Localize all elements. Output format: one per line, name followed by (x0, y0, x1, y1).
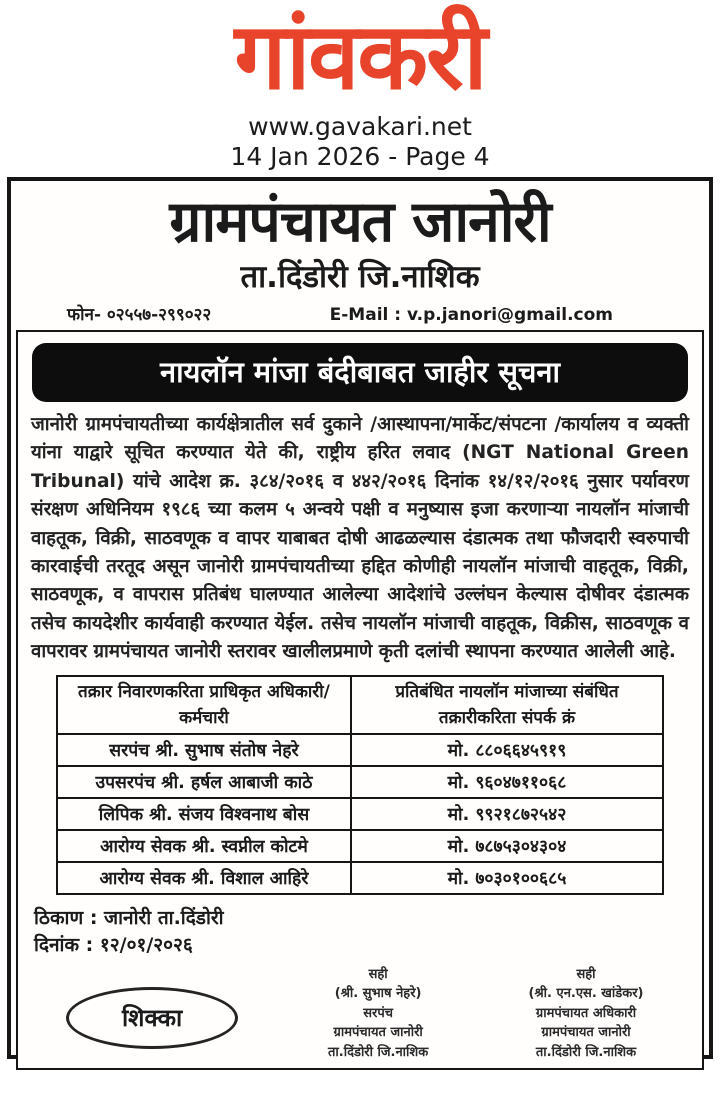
officer-cell: आरोग्य सेवक श्री. स्वप्नील कोटमे (57, 830, 351, 862)
phone-cell: मो. ८८०६६४५९१९ (351, 734, 663, 766)
panchayat-title: ग्रामपंचायत जानोरी (169, 188, 551, 255)
officer-cell: आरोग्य सेवक श्री. विशाल आहिरे (57, 862, 351, 894)
table-row (57, 798, 663, 830)
header-phone: प्रतिबंधित नायलॉन मांजाच्या संबंधित तक्रारीकरिता संपर्क क्रं (351, 676, 663, 735)
phone-cell: मो. ७०३०१००६८५ (351, 862, 663, 894)
header-officer: तक्रार निवारणकरिता प्राधिकृत अधिकारी/कर्मचारी (57, 676, 351, 735)
notice-body-box (16, 330, 704, 1070)
signatory-designation: सरपंच (363, 1005, 393, 1021)
table-row (57, 734, 663, 766)
place-date-block (34, 905, 690, 958)
table-row (57, 830, 663, 862)
public-notice-box (7, 177, 713, 1059)
date-text: दिनांक : १२/०१/२०२६ (34, 934, 193, 957)
officer-cell: लिपिक श्री. संजय विश्वनाथ बोस (57, 798, 351, 830)
newspaper-logo: गांवकरी (234, 2, 486, 110)
table-row (57, 766, 663, 798)
place-text: ठिकाण : जानोरी ता.दिंडोरी (34, 907, 224, 930)
phone-text: फोन- ०२५५७-२९९०२२ (67, 304, 212, 325)
signature-block-sarpanch (274, 961, 482, 1063)
stamp-oval: शिक्का (66, 987, 238, 1049)
signatory-designation: ग्रामपंचायत अधिकारी (535, 1005, 637, 1021)
signature-block-officer (482, 961, 690, 1063)
table-header-row (57, 676, 663, 735)
phone-cell: मो. ९९२१८७२५४२ (351, 798, 663, 830)
signatory-name: (श्री. एन.एस. खांडेकर) (528, 986, 644, 1002)
complaint-contact-table (56, 675, 664, 896)
officer-cell: उपसरपंच श्री. हर्षल आबाजी काठे (57, 766, 351, 798)
sign-label: सही (368, 966, 388, 982)
signatory-org: ग्रामपंचायत जानोरी (541, 1025, 631, 1041)
phone-cell: मो. ९६०४७११०६८ (351, 766, 663, 798)
signatory-name: (श्री. सुभाष नेहरे) (334, 986, 422, 1002)
stamp-column (30, 961, 274, 1063)
notice-banner: नायलॉन मांजा बंदीबाबत जाहीर सूचना (32, 343, 688, 402)
email-text: E-Mail : v.p.janori@gmail.com (329, 304, 613, 325)
signatory-location: ता.दिंडोरी जि.नाशिक (328, 1044, 429, 1060)
table-row (57, 862, 663, 894)
notice-body-text: जानोरी ग्रामपंचायतीच्या कार्यक्षेत्रातील सर्व दुकाने /आस्थापना/मार्केट/संपटना /कार्यालय व व्यक्ती यांना याद्वारे सूचित करण्यात येते की, राष्ट्रीय हरित लवाद (NGT National Green Tribunal) यांचे आदेश क्र. ३८४/२०१६ व ४४२/२०१६ दिनांक १४/१२/२०१६ नुसार पर्यावरण संरक्षण अधिनियम १९८६ च्या कलम ५ अन्वये पक्षी व मनुष्यास इजा करणाऱ्या नायलॉन मांजाची वाहतूक, विक्री, साठवणूक व वापर याबाबत दोषी आढळल्यास दंडात्मक तथा फौजदारी स्वरुपाची कारवाईची तरतूद असून जानोरी ग्रामपंचायतीच्या हद्दित कोणीही नायलॉन मांजाची वाहतूक, विक्री, साठवणूक, व वापरास प्रतिबंध घालण्यात आलेल्या आदेशांचे उल्लंघन केल्यास दोषीवर दंडात्मक तसेच कायदेशीर कार्यवाही करण्यात येईल. तसेच नायलॉन मांजाची वाहतूक, विक्रीस, साठवणूक व वापरावर ग्रामपंचायत जानोरी स्तरावर खालीलप्रमाणे कृती दलांची स्थापना करण्यात आलेली आहे. (31, 413, 689, 663)
newspaper-dateline: 14 Jan 2026 - Page 4 (230, 142, 490, 172)
officer-cell: सरपंच श्री. सुभाष संतोष नेहरे (57, 734, 351, 766)
signatory-location: ता.दिंडोरी जि.नाशिक (535, 1044, 637, 1060)
newspaper-website: www.gavakari.net (248, 111, 472, 141)
contact-row (11, 296, 709, 330)
panchayat-subtitle: ता.दिंडोरी जि.नाशिक (240, 258, 480, 295)
newspaper-masthead (0, 0, 720, 171)
sign-label: सही (576, 966, 596, 982)
phone-cell: मो. ७८७५३०४३०४ (351, 830, 663, 862)
signatory-org: ग्रामपंचायत जानोरी (333, 1025, 423, 1041)
signature-area (30, 961, 690, 1063)
